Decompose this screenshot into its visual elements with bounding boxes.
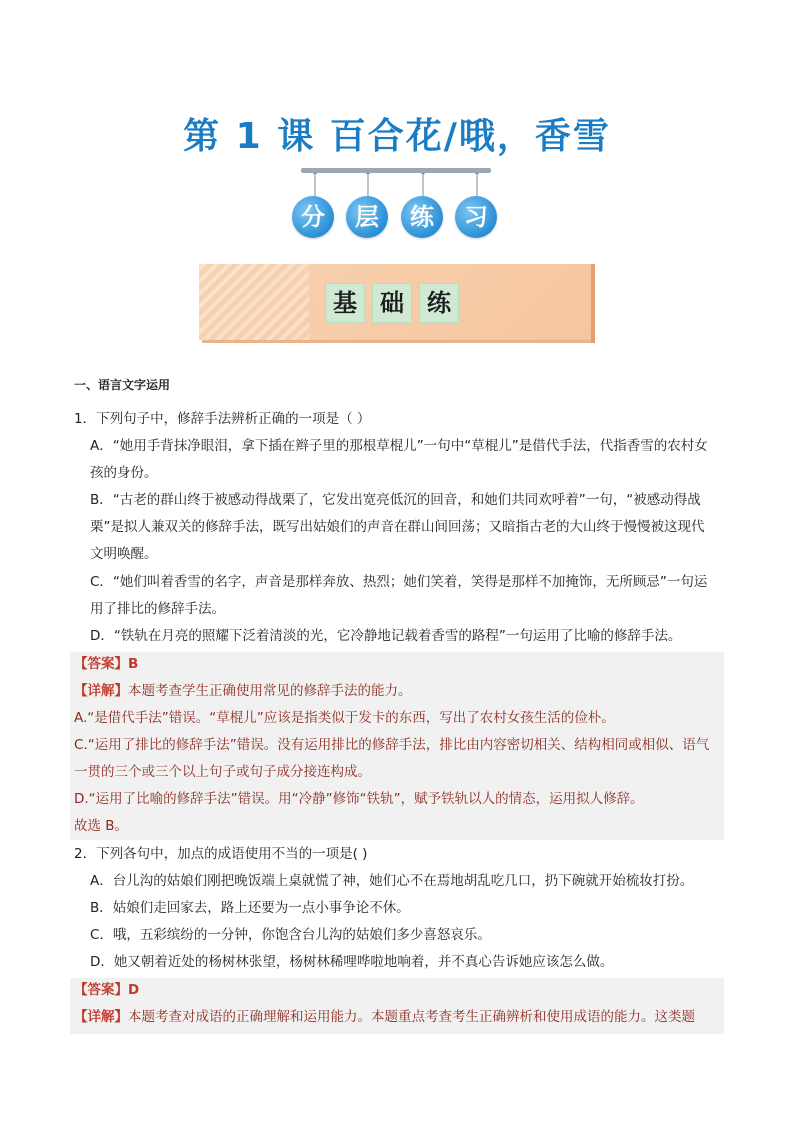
section-title: 一、语言文字运用 bbox=[74, 378, 171, 392]
q1-explain-d: D.“运用了比喻的修辞手法”错误。用“冷静”修饰“铁轨”，赋予铁轨以人的情态，运用拟人修辞。 bbox=[74, 791, 644, 807]
hanger-rod bbox=[301, 168, 491, 173]
badge-lian: 练 bbox=[401, 196, 443, 238]
answer-tag: 【答案】 bbox=[74, 982, 128, 998]
q1-option-b-line1: B．“古老的群山终于被感动得战栗了，它发出宽亮低沉的回音，和她们共同欢呼着”一句，“被感动得战 bbox=[90, 492, 701, 508]
q1-conclusion: 故选 B。 bbox=[74, 818, 129, 834]
q1-option-b-line3: 文明唤醒。 bbox=[90, 546, 158, 562]
page-title: 第 1 课 百合花/哦，香雪 bbox=[183, 116, 611, 157]
banner-edge bbox=[591, 264, 595, 343]
answer-tag: 【答案】 bbox=[74, 656, 128, 672]
badge-strings bbox=[0, 0, 794, 260]
q2-option-a: A．台儿沟的姑娘们刚把晚饭端上桌就慌了神，她们心不在焉地胡乱吃几口，扔下碗就开始梳妆打扮。 bbox=[90, 873, 694, 889]
badge-xi: 习 bbox=[455, 196, 497, 238]
q2-option-b: B．姑娘们走回家去，路上还要为一点小事争论不休。 bbox=[90, 900, 410, 916]
q1-detail bbox=[74, 682, 412, 700]
q1-option-c-line1: C．“她们叫着香雪的名字，声音是那样奔放、热烈；她们笑着，笑得是那样不加掩饰，无所顾忌”一句运 bbox=[90, 574, 708, 590]
detail-tag: 【详解】 bbox=[74, 1009, 128, 1025]
detail-text: 本题考查对成语的正确理解和运用能力。本题重点考查考生正确辨析和使用成语的能力。这类题 bbox=[128, 1009, 695, 1025]
q1-option-d: D．“铁轨在月亮的照耀下泛着清淡的光，它冷静地记载着香雪的路程”一句运用了比喻的修辞手法。 bbox=[90, 628, 682, 644]
badge-ceng: 层 bbox=[346, 196, 388, 238]
q1-explain-c-line1: C.“运用了排比的修辞手法”错误。没有运用排比的修辞手法，排比由内容密切相关、结构相同或相似、语气 bbox=[74, 737, 710, 753]
banner-tile-chu: 础 bbox=[372, 283, 412, 323]
q2-answer bbox=[74, 981, 139, 999]
q1-option-a-line1: A．“她用手背抹净眼泪，拿下插在辫子里的那根草棍儿”一句中“草棍儿”是借代手法，代指香雪的农村女 bbox=[90, 438, 708, 454]
q1-answer bbox=[74, 655, 138, 673]
q1-option-a-line2: 孩的身份。 bbox=[90, 465, 158, 481]
banner-tile-ji: 基 bbox=[325, 283, 365, 323]
q2-option-c: C．哦，五彩缤纷的一分钟，你饱含台儿沟的姑娘们多少喜怒哀乐。 bbox=[90, 927, 491, 943]
q1-explain-c-line2: 一贯的三个或三个以上句子或句子成分接连构成。 bbox=[74, 764, 371, 780]
answer-value: D bbox=[128, 982, 140, 998]
banner-tile-lian: 练 bbox=[419, 283, 459, 323]
q2-option-d: D．她又朝着近处的杨树林张望，杨树林稀哩哗啦地响着，并不真心告诉她应该怎么做。 bbox=[90, 954, 614, 970]
q1-option-b-line2: 栗”是拟人兼双关的修辞手法，既写出姑娘们的声音在群山间回荡；又暗指古老的大山终于慢慢被这现代 bbox=[90, 519, 705, 535]
badge-fen: 分 bbox=[292, 196, 334, 238]
detail-text: 本题考查学生正确使用常见的修辞手法的能力。 bbox=[128, 683, 412, 699]
detail-tag: 【详解】 bbox=[74, 683, 128, 699]
banner-stripes bbox=[199, 264, 309, 340]
answer-value: B bbox=[128, 656, 139, 672]
q1-stem: 1．下列句子中，修辞手法辨析正确的一项是（ ） bbox=[74, 411, 371, 427]
q1-explain-a: A.“是借代手法”错误。“草棍儿”应该是指类似于发卡的东西，写出了农村女孩生活的俭朴。 bbox=[74, 710, 615, 726]
q2-stem: 2．下列各句中，加点的成语使用不当的一项是( ) bbox=[74, 846, 368, 862]
q1-option-c-line2: 用了排比的修辞手法。 bbox=[90, 601, 225, 617]
q2-detail bbox=[74, 1008, 695, 1026]
